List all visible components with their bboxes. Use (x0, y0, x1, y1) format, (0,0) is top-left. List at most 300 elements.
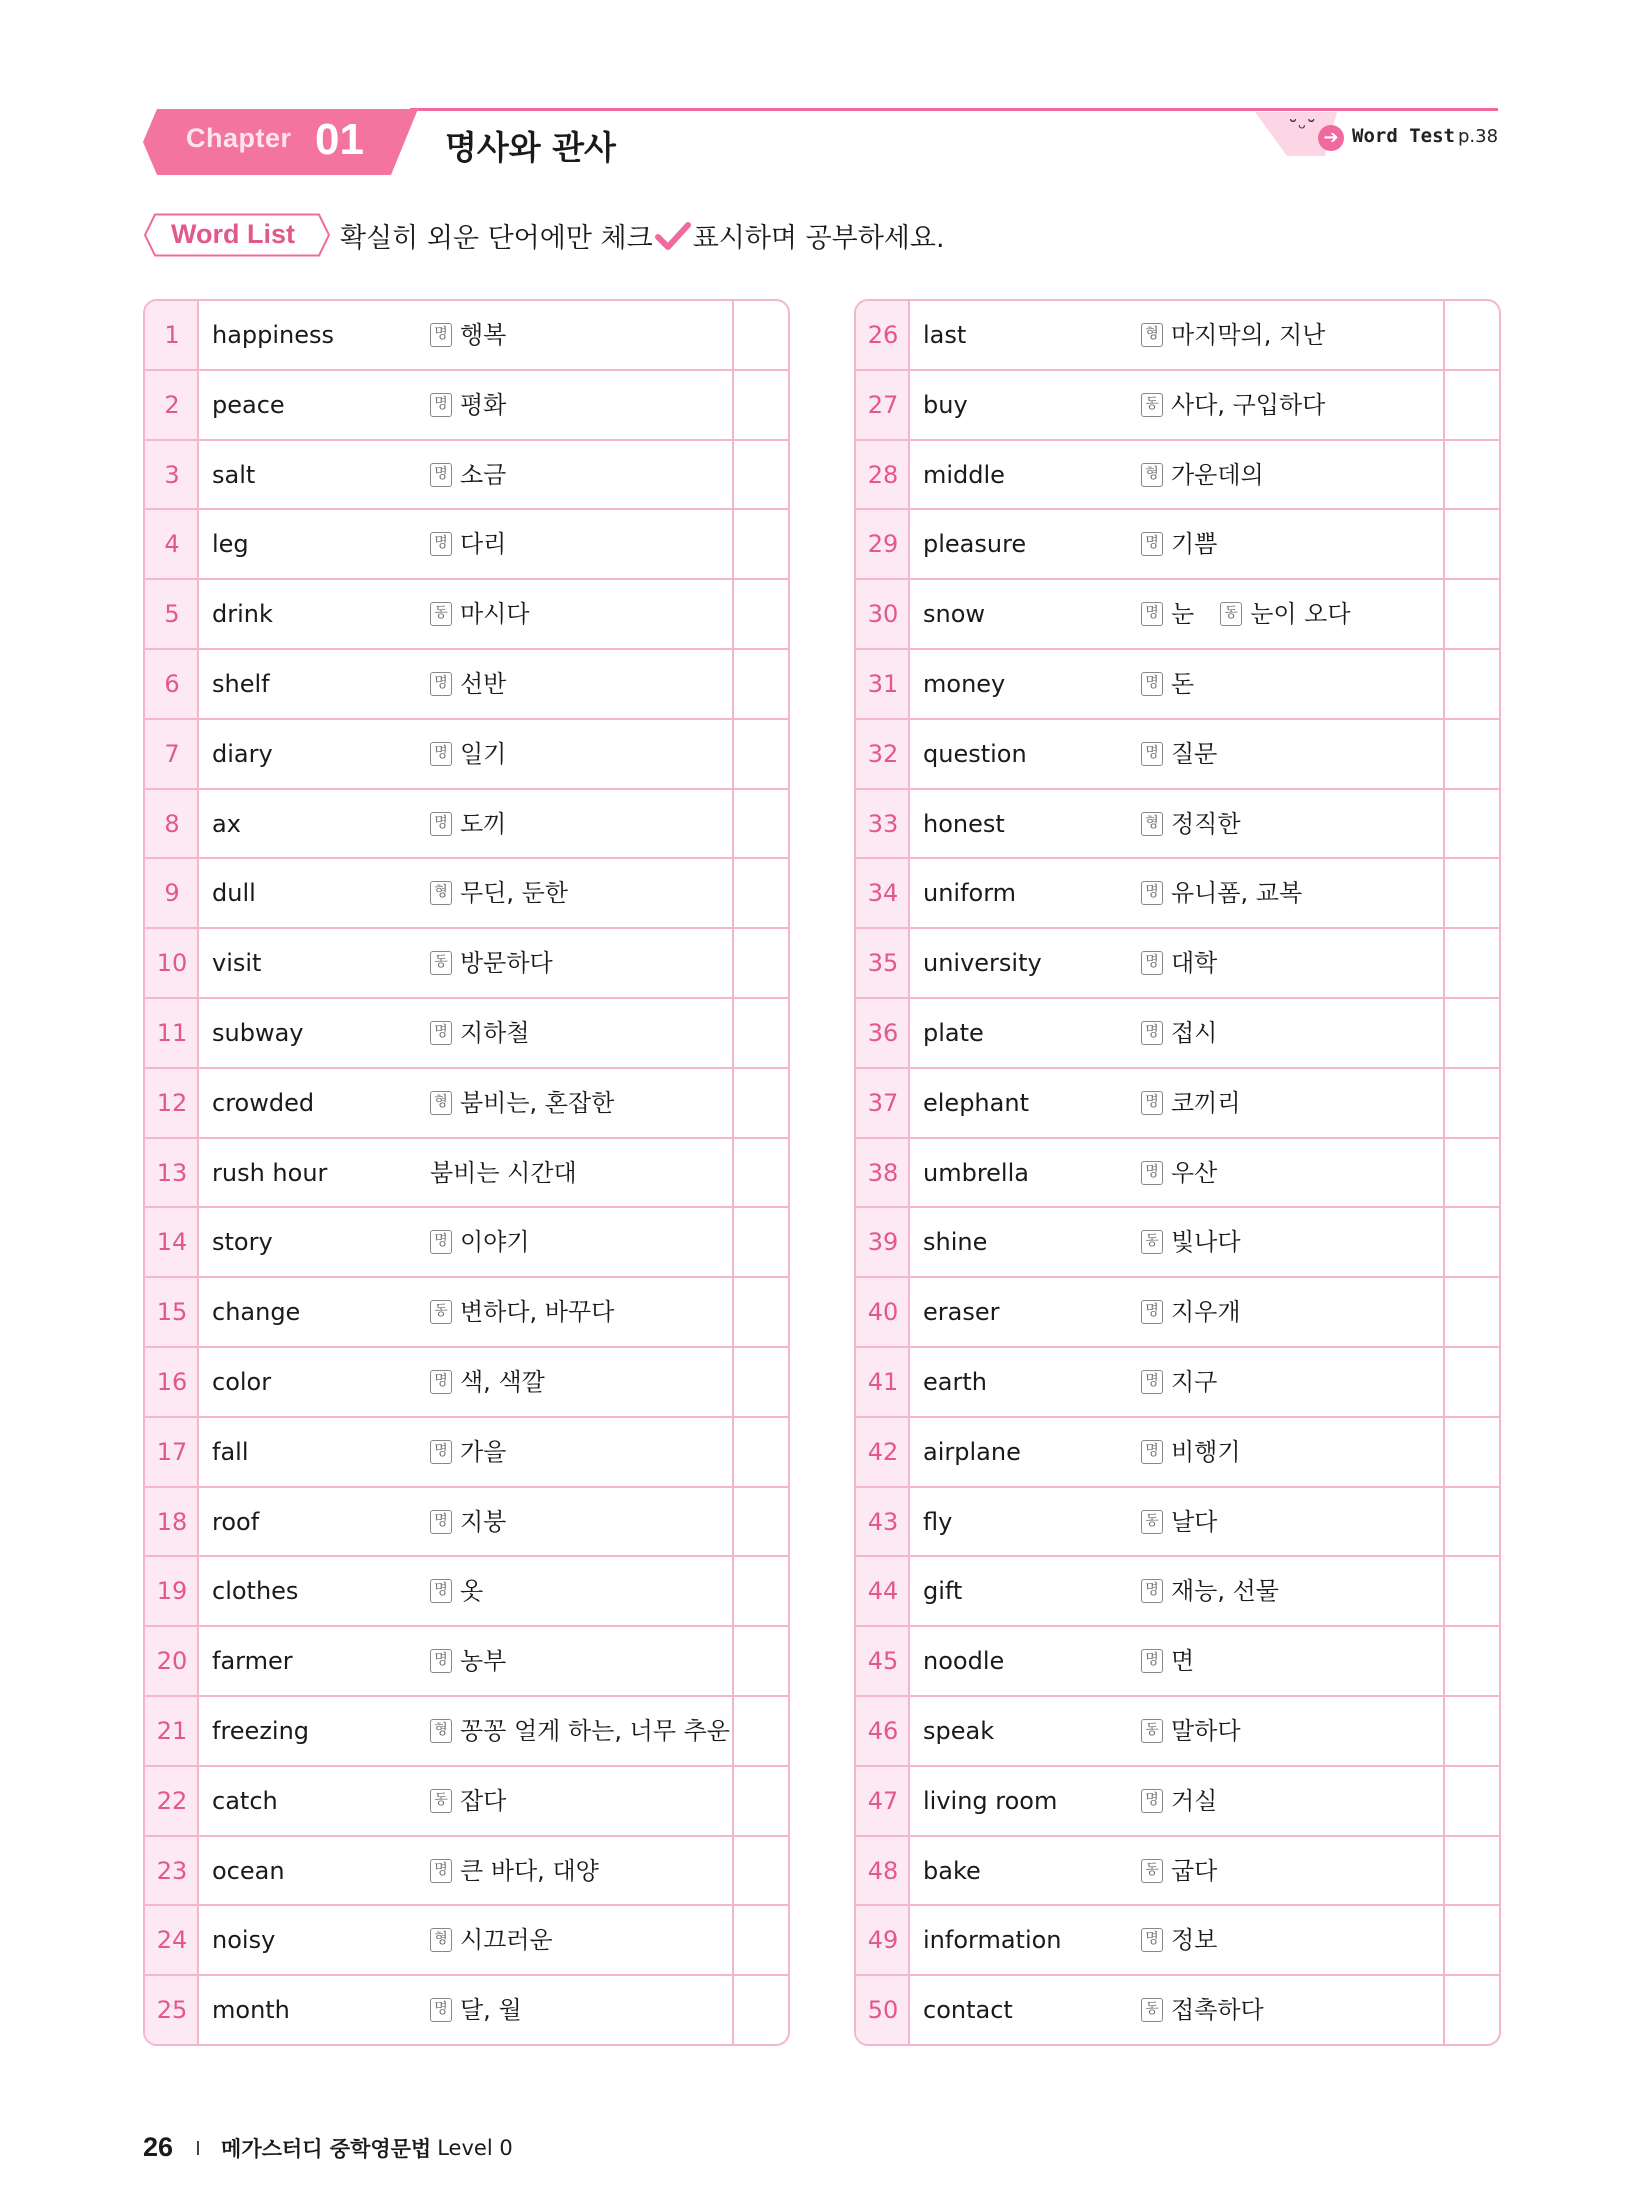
meaning-text: 질문 (1171, 739, 1218, 768)
word-number: 39 (867, 1228, 899, 1257)
check-box[interactable] (1445, 1837, 1499, 1905)
check-box[interactable] (734, 1278, 788, 1346)
meaning-text: 마지막의, 지난 (1171, 321, 1326, 349)
english-word: uniform (923, 879, 1017, 908)
english-word: honest (923, 809, 1005, 838)
check-box[interactable] (1445, 1278, 1499, 1346)
korean-meaning (1141, 1208, 1267, 1276)
part-of-speech-badge: 명 (430, 393, 452, 417)
english-word: color (212, 1367, 272, 1396)
table-row (145, 859, 788, 929)
meaning-text: 변하다, 바꾸다 (460, 1298, 615, 1327)
korean-meaning (430, 1557, 509, 1625)
korean-meaning (430, 1976, 548, 2044)
english-word: eraser (923, 1298, 1000, 1327)
check-box[interactable] (734, 1139, 788, 1207)
meaning-text: 농부 (460, 1647, 507, 1676)
word-number: 38 (867, 1158, 899, 1187)
meaning-text: 방문하다 (460, 949, 553, 978)
table-row (145, 1906, 788, 1976)
english-word: speak (923, 1716, 995, 1745)
word-number: 1 (164, 321, 180, 349)
english-word: airplane (923, 1437, 1021, 1466)
korean-meaning (1141, 301, 1351, 369)
korean-meaning (1141, 720, 1243, 788)
check-box[interactable] (1445, 1557, 1499, 1625)
meaning-text: 사다, 구입하다 (1171, 390, 1326, 419)
english-word: happiness (212, 321, 335, 349)
word-number: 22 (156, 1786, 188, 1815)
english-word: ax (212, 809, 241, 838)
korean-meaning (430, 1906, 579, 1974)
english-word: shelf (212, 669, 270, 698)
check-box[interactable] (1445, 1348, 1499, 1416)
table-row (856, 859, 1499, 929)
part-of-speech-badge: 명 (1141, 1928, 1163, 1952)
korean-meaning (430, 1139, 603, 1207)
check-box[interactable] (1445, 510, 1499, 578)
meaning-text: 면 (1171, 1647, 1195, 1676)
meaning-text: 지하철 (460, 1018, 530, 1047)
korean-meaning (1141, 1697, 1267, 1765)
korean-meaning (1141, 859, 1328, 927)
check-box[interactable] (1445, 1488, 1499, 1556)
check-box[interactable] (734, 1906, 788, 1974)
part-of-speech-badge: 동 (1141, 1510, 1163, 1534)
check-box[interactable] (1445, 1069, 1499, 1137)
instruction-text (340, 216, 945, 255)
footer-separator (197, 2141, 199, 2155)
table-row (145, 1627, 788, 1697)
meaning-text: 도끼 (460, 809, 507, 838)
english-word: plate (923, 1018, 984, 1047)
part-of-speech-badge: 명 (1141, 1161, 1163, 1185)
check-box[interactable] (1445, 441, 1499, 509)
korean-meaning (430, 1278, 640, 1346)
part-of-speech-badge: 명 (1141, 742, 1163, 766)
korean-meaning (1141, 371, 1351, 439)
korean-meaning (430, 301, 532, 369)
table-row (145, 790, 788, 860)
part-of-speech-badge: 명 (430, 1510, 452, 1534)
word-number: 7 (164, 739, 180, 768)
table-row (856, 1208, 1499, 1278)
part-of-speech-badge: 명 (430, 1021, 452, 1045)
word-number: 3 (164, 460, 180, 489)
check-box[interactable] (734, 1069, 788, 1137)
part-of-speech-badge: 형 (1141, 323, 1163, 347)
english-word: roof (212, 1507, 260, 1536)
meaning-text: 붐비는 시간대 (430, 1158, 577, 1187)
table-row (856, 1488, 1499, 1558)
meaning-text: 거실 (1171, 1786, 1218, 1815)
meaning-text: 접시 (1171, 1018, 1218, 1047)
korean-meaning (430, 1208, 556, 1276)
korean-meaning (430, 999, 556, 1067)
english-word: middle (923, 460, 1005, 489)
english-word: bake (923, 1856, 981, 1885)
word-table-right (854, 299, 1501, 2046)
word-number: 50 (867, 1996, 899, 2025)
word-number: 10 (156, 949, 188, 978)
instruction-after: 표시하며 공부하세요. (692, 223, 945, 254)
english-word: change (212, 1298, 301, 1327)
check-icon (655, 220, 691, 252)
korean-meaning (1141, 999, 1243, 1067)
check-box[interactable] (734, 929, 788, 997)
part-of-speech-badge: 명 (1141, 1370, 1163, 1394)
part-of-speech-badge: 동 (1141, 1998, 1163, 2022)
check-box[interactable] (1445, 999, 1499, 1067)
table-row (145, 1837, 788, 1907)
meaning-text: 굽다 (1171, 1856, 1218, 1885)
meaning-text: 코끼리 (1171, 1088, 1241, 1117)
meaning-text: 꽁꽁 얼게 하는, 너무 추운 (460, 1716, 730, 1745)
part-of-speech-badge: 동 (1141, 1230, 1163, 1254)
word-table-left (143, 299, 790, 2046)
table-row (856, 720, 1499, 790)
check-box[interactable] (1445, 1627, 1499, 1695)
check-box[interactable] (1445, 1767, 1499, 1835)
part-of-speech-badge: 동 (1220, 602, 1242, 626)
word-number: 40 (867, 1298, 899, 1327)
table-row (145, 720, 788, 790)
part-of-speech-badge: 형 (430, 1091, 452, 1115)
word-number: 27 (867, 390, 899, 419)
check-box[interactable] (1445, 1906, 1499, 1974)
meaning-text: 잡다 (460, 1786, 507, 1815)
english-word: umbrella (923, 1158, 1029, 1187)
check-box[interactable] (1445, 790, 1499, 858)
english-word: month (212, 1996, 290, 2025)
meaning-text: 선반 (460, 669, 507, 698)
chapter-number: 01 (315, 115, 364, 164)
korean-meaning (430, 1697, 756, 1765)
table-row (145, 510, 788, 580)
word-number: 16 (156, 1367, 188, 1396)
word-number: 26 (867, 321, 899, 349)
part-of-speech-badge: 명 (430, 1370, 452, 1394)
meaning-text: 대학 (1171, 949, 1218, 978)
meaning-text: 접촉하다 (1171, 1996, 1264, 2025)
korean-meaning (1141, 790, 1267, 858)
korean-meaning (1141, 1418, 1267, 1486)
check-box[interactable] (734, 999, 788, 1067)
meaning-text: 눈 (1171, 600, 1195, 629)
meaning-text: 다리 (460, 530, 507, 559)
table-row (856, 1837, 1499, 1907)
table-row (856, 371, 1499, 441)
word-number: 37 (867, 1088, 899, 1117)
table-row (145, 999, 788, 1069)
meaning-text: 색, 색깔 (460, 1367, 545, 1396)
check-box[interactable] (734, 1767, 788, 1835)
part-of-speech-badge: 명 (1141, 1300, 1163, 1324)
part-of-speech-badge: 동 (430, 1789, 452, 1813)
table-row (856, 1627, 1499, 1697)
word-number: 44 (867, 1577, 899, 1606)
part-of-speech-badge: 형 (430, 1928, 452, 1952)
word-number: 35 (867, 949, 899, 978)
korean-meaning (1141, 650, 1220, 718)
check-box[interactable] (1445, 929, 1499, 997)
check-box[interactable] (734, 580, 788, 648)
english-word: ocean (212, 1856, 285, 1885)
check-box[interactable] (734, 1488, 788, 1556)
word-number: 18 (156, 1507, 188, 1536)
korean-meaning (430, 441, 532, 509)
check-box[interactable] (734, 1348, 788, 1416)
word-test-link[interactable] (1255, 112, 1500, 156)
check-box[interactable] (1445, 859, 1499, 927)
word-list-badge (143, 213, 331, 257)
korean-meaning (1141, 580, 1377, 648)
part-of-speech-badge: 명 (430, 1649, 452, 1673)
english-word: university (923, 949, 1042, 978)
meaning-text: 날다 (1171, 1507, 1218, 1536)
check-box[interactable] (734, 1557, 788, 1625)
korean-meaning (430, 720, 532, 788)
meaning-text: 재능, 선물 (1171, 1577, 1279, 1606)
word-number: 41 (867, 1367, 899, 1396)
word-number: 45 (867, 1647, 899, 1676)
korean-meaning (1141, 1837, 1243, 1905)
table-row (856, 1139, 1499, 1209)
word-number: 11 (156, 1018, 188, 1047)
check-box[interactable] (734, 1697, 788, 1765)
korean-meaning (430, 1627, 532, 1695)
meaning-text: 달, 월 (460, 1996, 522, 2025)
check-box[interactable] (1445, 301, 1499, 369)
part-of-speech-badge: 명 (1141, 1021, 1163, 1045)
check-box[interactable] (734, 650, 788, 718)
check-box[interactable] (734, 720, 788, 788)
word-number: 20 (156, 1647, 188, 1676)
korean-meaning (430, 859, 594, 927)
check-box[interactable] (1445, 1139, 1499, 1207)
table-row (145, 650, 788, 720)
table-row (145, 1139, 788, 1209)
check-box[interactable] (734, 1976, 788, 2046)
english-word: money (923, 669, 1006, 698)
part-of-speech-badge: 명 (1141, 951, 1163, 975)
page-number: 26 (143, 2132, 174, 2162)
check-box[interactable] (1445, 1208, 1499, 1276)
korean-meaning (1141, 1767, 1243, 1835)
check-box[interactable] (1445, 371, 1499, 439)
check-box[interactable] (734, 859, 788, 927)
check-box[interactable] (1445, 580, 1499, 648)
part-of-speech-badge: 명 (1141, 602, 1163, 626)
part-of-speech-badge: 동 (1141, 393, 1163, 417)
meaning-text: 무딘, 둔한 (460, 879, 568, 908)
english-word: contact (923, 1996, 1013, 2025)
korean-meaning (1141, 1627, 1220, 1695)
word-number: 43 (867, 1507, 899, 1536)
meaning-text: 소금 (460, 460, 507, 489)
english-word: information (923, 1926, 1062, 1955)
korean-meaning (1141, 1906, 1243, 1974)
word-number: 15 (156, 1298, 188, 1327)
part-of-speech-badge: 명 (430, 1230, 452, 1254)
check-box[interactable] (1445, 1418, 1499, 1486)
korean-meaning (1141, 929, 1243, 997)
word-number: 13 (156, 1158, 188, 1187)
meaning-text: 행복 (460, 321, 507, 349)
table-row (145, 1278, 788, 1348)
table-row (856, 1557, 1499, 1627)
meaning-text: 시끄러운 (460, 1926, 553, 1955)
table-row (856, 999, 1499, 1069)
part-of-speech-badge: 명 (430, 1440, 452, 1464)
word-number: 30 (867, 600, 899, 629)
word-number: 5 (164, 600, 180, 629)
table-row (856, 1278, 1499, 1348)
meaning-text: 이야기 (460, 1228, 530, 1257)
part-of-speech-badge: 명 (1141, 1091, 1163, 1115)
korean-meaning (1141, 441, 1290, 509)
meaning-text: 가을 (460, 1437, 507, 1466)
word-number: 47 (867, 1786, 899, 1815)
word-number: 21 (156, 1716, 188, 1745)
word-number: 14 (156, 1228, 188, 1257)
word-number: 2 (164, 390, 180, 419)
part-of-speech-badge: 명 (430, 323, 452, 347)
table-row (856, 1906, 1499, 1976)
meaning-text: 옷 (460, 1577, 484, 1606)
table-row (856, 929, 1499, 999)
table-row (145, 1697, 788, 1767)
part-of-speech-badge: 동 (430, 1300, 452, 1324)
word-number: 29 (867, 530, 899, 559)
english-word: gift (923, 1577, 963, 1606)
check-box[interactable] (734, 1418, 788, 1486)
part-of-speech-badge: 명 (430, 742, 452, 766)
english-word: fly (923, 1507, 953, 1536)
table-row (145, 1348, 788, 1418)
table-row (145, 1488, 788, 1558)
korean-meaning (1141, 1139, 1243, 1207)
korean-meaning (1141, 1488, 1243, 1556)
check-box[interactable] (1445, 1976, 1499, 2046)
english-word: fall (212, 1437, 249, 1466)
english-word: last (923, 321, 967, 349)
english-word: noisy (212, 1926, 276, 1955)
table-row (856, 1069, 1499, 1139)
chapter-label: Chapter (186, 123, 292, 153)
part-of-speech-badge: 명 (1141, 881, 1163, 905)
korean-meaning (430, 1348, 571, 1416)
word-number: 4 (164, 530, 180, 559)
check-box[interactable] (1445, 1697, 1499, 1765)
korean-meaning (430, 1767, 532, 1835)
english-word: question (923, 739, 1027, 768)
check-box[interactable] (1445, 720, 1499, 788)
check-box[interactable] (734, 441, 788, 509)
part-of-speech-badge: 동 (1141, 1859, 1163, 1883)
part-of-speech-badge: 명 (1141, 1649, 1163, 1673)
english-word: noodle (923, 1647, 1005, 1676)
word-number: 32 (867, 739, 899, 768)
word-number: 33 (867, 809, 899, 838)
english-word: dull (212, 879, 256, 908)
korean-meaning (1141, 510, 1243, 578)
part-of-speech-badge: 명 (1141, 532, 1163, 556)
book-level: Level 0 (437, 2135, 513, 2160)
table-row (856, 1697, 1499, 1767)
meaning-text: 붐비는, 혼잡한 (460, 1088, 615, 1117)
word-number: 25 (156, 1996, 188, 2025)
meaning-text: 돈 (1171, 669, 1195, 698)
meaning-text: 말하다 (1171, 1716, 1241, 1745)
table-row (145, 1208, 788, 1278)
english-word: elephant (923, 1088, 1029, 1117)
table-row (145, 441, 788, 511)
table-row (856, 1976, 1499, 2046)
check-box[interactable] (734, 301, 788, 369)
english-word: rush hour (212, 1158, 328, 1187)
part-of-speech-badge: 명 (430, 1998, 452, 2022)
korean-meaning (430, 1837, 625, 1905)
word-number: 42 (867, 1437, 899, 1466)
part-of-speech-badge: 형 (430, 1719, 452, 1743)
part-of-speech-badge: 형 (430, 881, 452, 905)
english-word: salt (212, 460, 256, 489)
meaning-text: 마시다 (460, 600, 530, 629)
check-box[interactable] (734, 1837, 788, 1905)
korean-meaning (430, 580, 556, 648)
word-list-label: Word List (171, 219, 295, 249)
korean-meaning (1141, 1976, 1290, 2044)
word-test-page: p.38 (1458, 126, 1499, 147)
page-title: 명사와 관사 (445, 128, 616, 167)
part-of-speech-badge: 명 (1141, 1789, 1163, 1813)
word-number: 48 (867, 1856, 899, 1885)
table-row (145, 1557, 788, 1627)
book-title: 메가스터디 중학영문법 (221, 2136, 432, 2161)
table-row (856, 301, 1499, 371)
table-row (856, 1348, 1499, 1418)
check-box[interactable] (734, 371, 788, 439)
english-word: leg (212, 530, 249, 559)
check-box[interactable] (734, 510, 788, 578)
check-box[interactable] (734, 1627, 788, 1695)
meaning-text: 정보 (1171, 1926, 1218, 1955)
meaning-text: 빛나다 (1171, 1228, 1241, 1257)
english-word: living room (923, 1786, 1058, 1815)
meaning-text: 지우개 (1171, 1298, 1241, 1327)
korean-meaning (1141, 1348, 1243, 1416)
arrow-right-icon: ➔ (1318, 125, 1344, 151)
word-number: 31 (867, 669, 899, 698)
korean-meaning (430, 1418, 532, 1486)
english-word: catch (212, 1786, 278, 1815)
table-row (145, 301, 788, 371)
table-row (145, 1069, 788, 1139)
word-number: 8 (164, 809, 180, 838)
word-number: 36 (867, 1018, 899, 1047)
meaning-text: 평화 (460, 390, 507, 419)
korean-meaning (430, 1488, 532, 1556)
english-word: visit (212, 949, 262, 978)
table-row (856, 1418, 1499, 1488)
korean-meaning (430, 650, 532, 718)
english-word: crowded (212, 1088, 315, 1117)
english-word: earth (923, 1367, 987, 1396)
check-box[interactable] (734, 1208, 788, 1276)
check-box[interactable] (734, 790, 788, 858)
check-box[interactable] (1445, 650, 1499, 718)
